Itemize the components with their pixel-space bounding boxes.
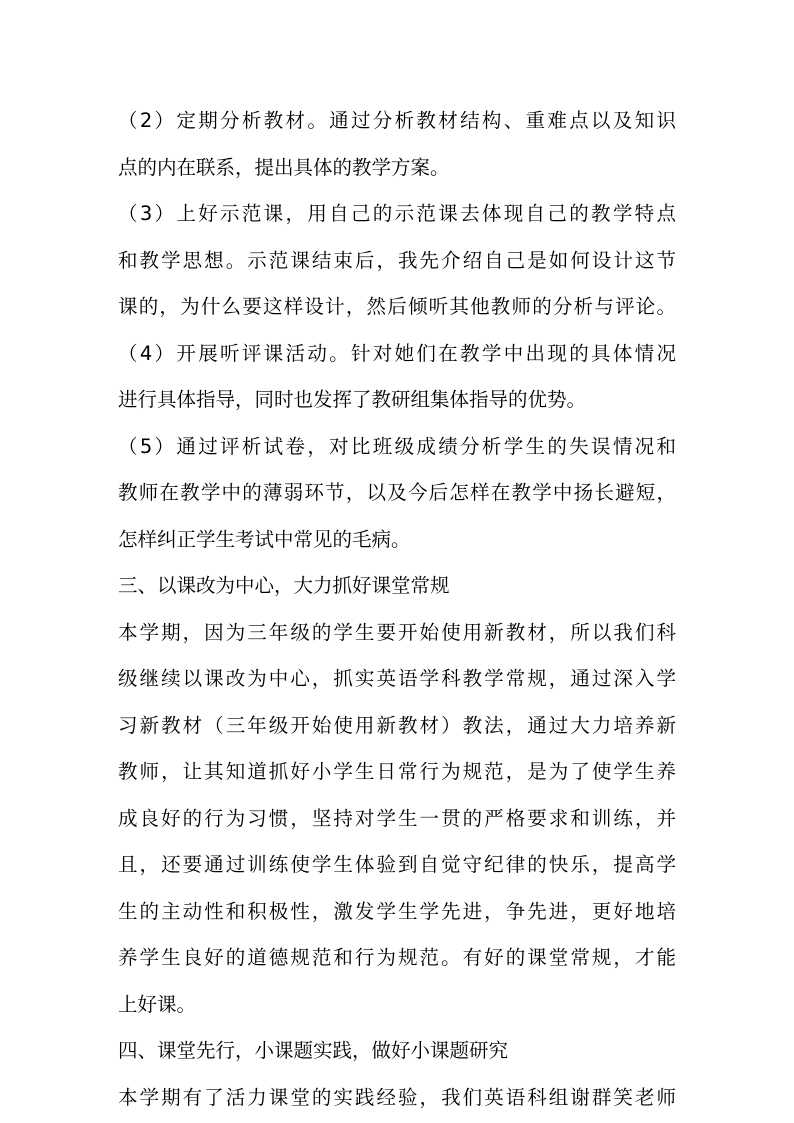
text-line: 教师在教学中的薄弱环节，以及今后怎样在教学中扬长避短，: [118, 481, 676, 504]
section-heading: 四、课堂先行，小课题实践，做好小课题研究: [118, 1039, 509, 1062]
text-line: 养学生良好的道德规范和行为规范。有好的课堂常规，才能: [118, 946, 676, 969]
text-line: （2）定期分析教材。通过分析教材结构、重难点以及知识: [118, 109, 676, 132]
text-line: 和教学思想。示范课结束后，我先介绍自己是如何设计这节: [118, 248, 676, 272]
text-line: 本学期有了活力课堂的实践经验，我们英语科组谢群笑老师: [118, 1085, 676, 1109]
text-line: 级继续以课改为中心，抓实英语学科教学常规，通过深入学: [118, 667, 676, 690]
text-line: 成良好的行为习惯，坚持对学生一贯的严格要求和训练，并: [118, 806, 676, 830]
text-line: （3）上好示范课，用自己的示范课去体现自己的教学特点: [118, 202, 676, 225]
text-line: 教师，让其知道抓好小学生日常行为规范，是为了使学生养: [118, 760, 676, 783]
text-line: 课的，为什么要这样设计，然后倾听其他教师的分析与评论。: [118, 295, 676, 318]
document-body: [118, 98, 676, 1121]
text-line: 点的内在联系，提出具体的教学方案。: [118, 155, 450, 179]
text-line: （5）通过评析试卷，对比班级成绩分析学生的失误情况和: [118, 434, 676, 458]
text-line: 怎样纠正学生考试中常见的毛病。: [118, 527, 411, 551]
section-heading: 三、以课改为中心，大力抓好课堂常规: [118, 574, 450, 597]
text-line: 且，还要通过训练使学生体验到自觉守纪律的快乐，提高学: [118, 853, 676, 876]
text-line: 习新教材（三年级开始使用新教材）教法，通过大力培养新: [118, 713, 676, 737]
text-line: 生的主动性和积极性，激发学生学先进，争先进，更好地培: [118, 899, 676, 923]
text-line: 进行具体指导，同时也发挥了教研组集体指导的优势。: [118, 388, 587, 411]
text-line: 上好课。: [118, 992, 197, 1016]
text-line: （4）开展听评课活动。针对她们在教学中出现的具体情况: [118, 341, 676, 365]
text-line: 本学期，因为三年级的学生要开始使用新教材，所以我们科: [118, 620, 676, 644]
